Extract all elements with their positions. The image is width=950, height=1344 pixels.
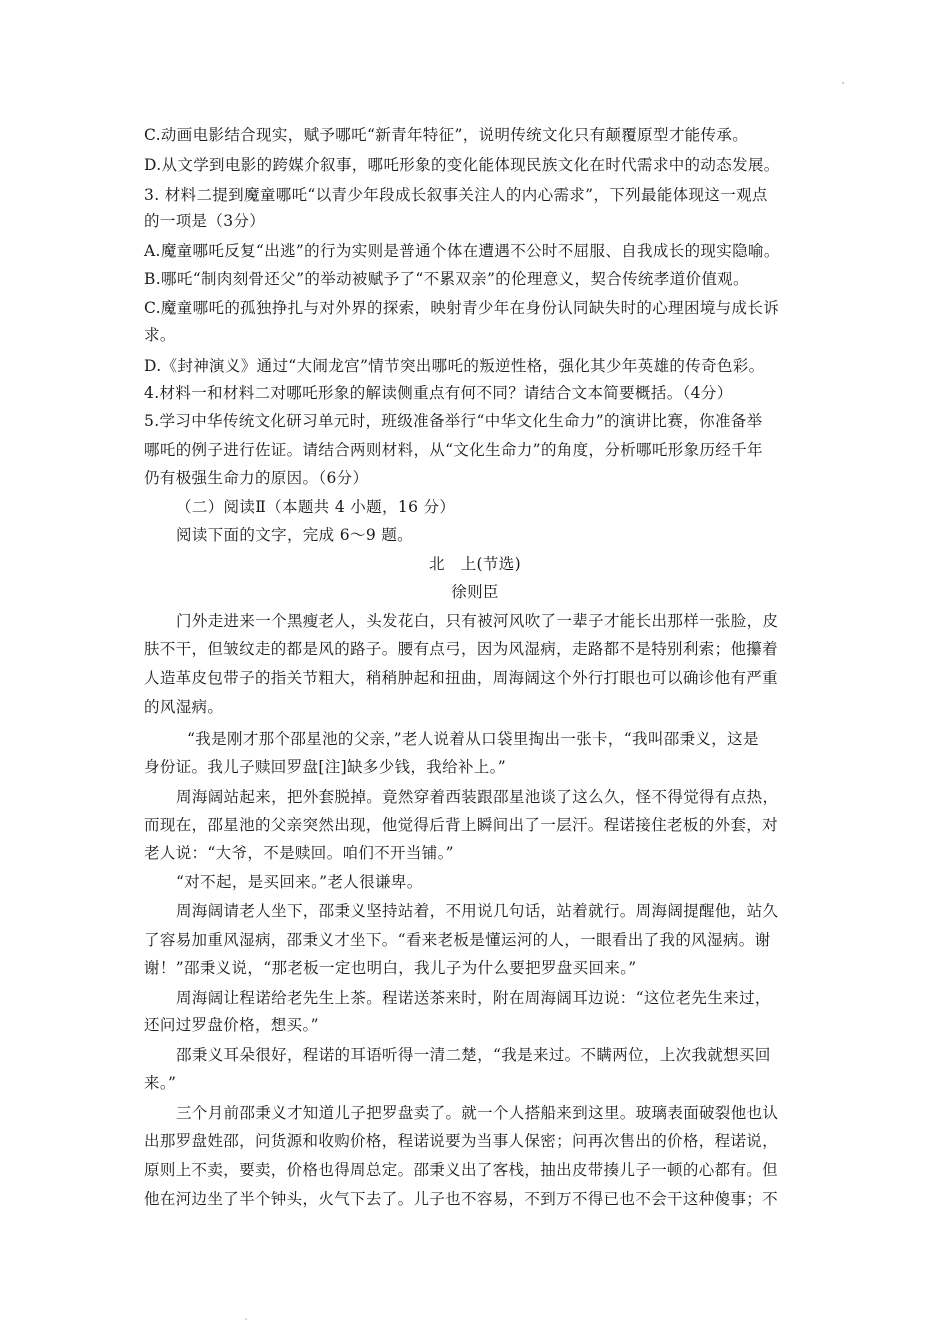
section-instruction: 阅读下面的文字，完成 6～9 题。 bbox=[176, 526, 414, 544]
paragraph-5-line-1: 周海阔请老人坐下，邵秉义坚持站着，不用说几句话，站着就行。周海阔提醒他，站久 bbox=[176, 902, 779, 920]
paragraph-7-line-2: 来。” bbox=[144, 1074, 177, 1092]
paragraph-1-line-1: 门外走进来一个黑瘦老人，头发花白，只有被河风吹了一辈子才能长出那样一张脸，皮 bbox=[176, 612, 779, 630]
paragraph-3-line-2: 而现在，邵星池的父亲突然出现，他觉得后背上瞬间出了一层汗。程诺接住老板的外套，对 bbox=[144, 816, 779, 834]
paragraph-8-line-4: 他在河边坐了半个钟头，火气下去了。儿子也不容易，不到万不得已也不会干这种傻事；不 bbox=[144, 1190, 779, 1208]
story-author: 徐则臣 bbox=[451, 583, 499, 601]
paragraph-6-line-1: 周海阔让程诺给老先生上茶。程诺送茶来时，附在周海阔耳边说：“这位老先生来过， bbox=[176, 989, 771, 1007]
q3-option-d: D.《封神演义》通过“大闹龙宫”情节突出哪吒的叛逆性格，强化其少年英雄的传奇色彩。 bbox=[144, 357, 765, 375]
q3-option-c-line-2: 求。 bbox=[144, 326, 176, 344]
paragraph-1-line-2: 肤不干，但皱纹走的都是风的路子。腰有点弓，因为风湿病，走路都不是特别利索；他攥着 bbox=[144, 640, 779, 658]
paragraph-8-line-1: 三个月前邵秉义才知道儿子把罗盘卖了。就一个人搭船来到这里。玻璃表面破裂他也认 bbox=[176, 1104, 779, 1122]
paragraph-1-line-4: 的风湿病。 bbox=[144, 698, 224, 716]
paragraph-8-line-3: 原则上不卖，要卖，价格也得周总定。邵秉义出了客栈，抽出皮带揍儿子一顿的心都有。但 bbox=[144, 1161, 779, 1179]
q4-text: 4.材料一和材料二对哪吒形象的解读侧重点有何不同？请结合文本简要概括。（4分） bbox=[144, 384, 733, 402]
paragraph-5-line-2: 了容易加重风湿病，邵秉义才坐下。“看来老板是懂运河的人，一眼看出了我的风湿病。谢 bbox=[144, 931, 771, 949]
scan-speck-bottom bbox=[245, 1318, 247, 1320]
q5-line-2: 哪吒的例子进行佐证。请结合两则材料，从“文化生命力”的角度，分析哪吒形象历经千年 bbox=[144, 441, 763, 459]
paragraph-3-line-3: 老人说：“大爷，不是赎回。咱们不开当铺。” bbox=[144, 844, 454, 862]
q2-option-d: D.从文学到电影的跨媒介叙事，哪吒形象的变化能体现民族文化在时代需求中的动态发展。 bbox=[144, 156, 780, 174]
q3-option-a: A.魔童哪吒反复“出逃”的行为实则是普通个体在遭遇不公时不屈服、自我成长的现实隐喻。 bbox=[144, 242, 780, 260]
paragraph-1-line-3: 人造革皮包带子的指关节粗大，稍稍肿起和扭曲，周海阔这个外行打眼也可以确诊他有严重 bbox=[144, 669, 779, 687]
q5-line-1: 5.学习中华传统文化研习单元时，班级准备举行“中华文化生命力”的演讲比赛，你准备举 bbox=[144, 412, 763, 430]
q3-stem-line-1: 3. 材料二提到魔童哪吒“以青少年段成长叙事关注人的内心需求”，下列最能体现这一观点 bbox=[144, 186, 768, 204]
q3-option-b: B.哪吒“制肉刻骨还父”的举动被赋予了“不累双亲”的伦理意义，契合传统孝道价值观。 bbox=[144, 270, 749, 288]
paragraph-3-line-1: 周海阔站起来，把外套脱掉。竟然穿着西装跟邵星池谈了这么久，怪不得觉得有点热， bbox=[176, 788, 779, 806]
q5-line-3: 仍有极强生命力的原因。（6分） bbox=[144, 469, 369, 487]
story-title: 北 上(节选) bbox=[428, 555, 522, 573]
paragraph-2-line-2: 身份证。我儿子赎回罗盘[注]缺多少钱，我给补上。” bbox=[144, 758, 507, 776]
scan-speck bbox=[842, 82, 844, 84]
paragraph-4-line-1: “对不起，是买回来。”老人很谦卑。 bbox=[176, 873, 423, 891]
q3-stem-line-2: 的一项是（3分） bbox=[144, 212, 266, 230]
paragraph-7-line-1: 邵秉义耳朵很好，程诺的耳语听得一清二楚，“我是来过。不瞒两位，上次我就想买回 bbox=[176, 1046, 771, 1064]
section-heading: （二）阅读Ⅱ（本题共 4 小题，16 分） bbox=[176, 498, 456, 516]
paragraph-8-line-2: 出那罗盘姓邵，问货源和收购价格，程诺说要为当事人保密；问再次售出的价格，程诺说， bbox=[144, 1132, 779, 1150]
paragraph-2-line-1: “我是刚才那个邵星池的父亲，”老人说着从口袋里掏出一张卡，“我叫邵秉义，这是 bbox=[187, 730, 759, 748]
paragraph-6-line-2: 还问过罗盘价格，想买。” bbox=[144, 1016, 319, 1034]
q2-option-c: C.动画电影结合现实，赋予哪吒“新青年特征”，说明传统文化只有颠覆原型才能传承。 bbox=[144, 126, 749, 144]
paragraph-5-line-3: 谢！”邵秉义说，“那老板一定也明白，我儿子为什么要把罗盘买回来。” bbox=[144, 959, 637, 977]
q3-option-c-line-1: C.魔童哪吒的孤独挣扎与对外界的探索，映射青少年在身份认同缺失时的心理困境与成长诉 bbox=[144, 299, 780, 317]
